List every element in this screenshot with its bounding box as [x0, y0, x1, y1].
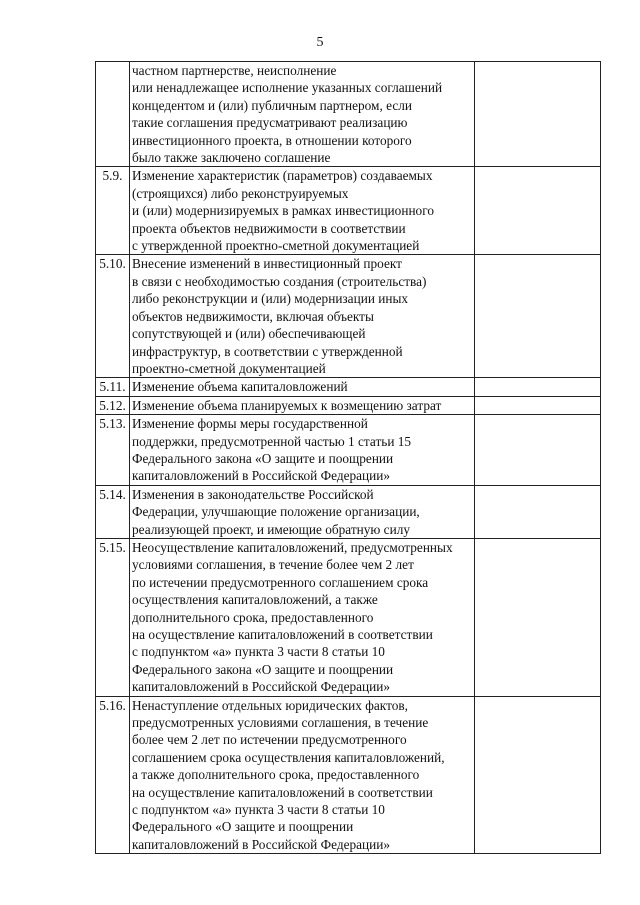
- row-number: 5.15.: [96, 538, 130, 696]
- description-line: Изменения в законодательстве Российской: [132, 486, 374, 502]
- description-line: или ненадлежащее исполнение указанных соглашений: [132, 80, 443, 96]
- row-description: [130, 378, 475, 396]
- table-row: [96, 396, 601, 414]
- description-line: капиталовложений в Российской Федерации»: [132, 836, 391, 852]
- table-row: [96, 378, 601, 396]
- row-description: [130, 485, 475, 538]
- description-line: а также дополнительного срока, предоставленного: [132, 767, 420, 783]
- description-line: в связи с необходимостью создания (строительства): [132, 273, 427, 289]
- description-line: условиями соглашения, в течение более чем 2 лет: [132, 557, 414, 573]
- table-row: [96, 255, 601, 378]
- table-row: [96, 415, 601, 486]
- conditions-table: [95, 61, 601, 854]
- description-line: проекта объектов недвижимости в соответствии: [132, 220, 406, 236]
- row-description: [130, 415, 475, 486]
- description-line: Федерального закона «О защите и поощрении: [132, 661, 394, 677]
- description-line: капиталовложений в Российской Федерации»: [132, 679, 391, 695]
- row-note: [475, 167, 601, 255]
- description-line: Изменение формы меры государственной: [132, 416, 368, 432]
- description-line: Федерального закона «О защите и поощрении: [132, 450, 394, 466]
- description-line: Неосуществление капиталовложений, предусмотренных: [132, 539, 453, 555]
- description-line: реализующей проект, и имеющие обратную силу: [132, 521, 410, 537]
- description-line: Изменение объема капиталовложений: [132, 379, 348, 395]
- row-note: [475, 378, 601, 396]
- row-number: 5.16.: [96, 696, 130, 854]
- description-line: частном партнерстве, неисполнение: [132, 63, 337, 78]
- row-note: [475, 415, 601, 486]
- description-line: инфраструктур, в соответствии с утвержденной: [132, 343, 403, 359]
- description-line: Ненаступление отдельных юридических фактов,: [132, 697, 408, 713]
- description-line: осуществления капиталовложений, а также: [132, 592, 378, 608]
- description-line: (строящихся) либо реконструируемых: [132, 185, 349, 201]
- description-line: инвестиционного проекта, в отношении которого: [132, 132, 412, 148]
- row-number: 5.14.: [96, 485, 130, 538]
- description-line: предусмотренных условиями соглашения, в течение: [132, 715, 429, 731]
- description-line: и (или) модернизируемых в рамках инвестиционного: [132, 203, 434, 219]
- description-line: объектов недвижимости, включая объекты: [132, 308, 374, 324]
- description-line: такие соглашения предусматривают реализацию: [132, 115, 408, 131]
- row-description: [130, 167, 475, 255]
- row-number: 5.12.: [96, 396, 130, 414]
- description-line: Федерального «О защите и поощрении: [132, 819, 354, 835]
- description-line: Изменение объема планируемых к возмещению затрат: [132, 397, 442, 413]
- table-row: [96, 62, 601, 167]
- row-note: [475, 696, 601, 854]
- description-line: концедентом и (или) публичным партнером, если: [132, 97, 412, 113]
- description-line: более чем 2 лет по истечении предусмотренного: [132, 732, 407, 748]
- table-row: [96, 696, 601, 854]
- row-note: [475, 485, 601, 538]
- row-number: [96, 62, 130, 167]
- description-line: либо реконструкции и (или) модернизации иных: [132, 291, 409, 307]
- row-note: [475, 538, 601, 696]
- description-line: сопутствующей и (или) обеспечивающей: [132, 326, 366, 342]
- description-line: Изменение характеристик (параметров) создаваемых: [132, 168, 433, 184]
- description-line: дополнительного срока, предоставленного: [132, 609, 374, 625]
- description-line: капиталовложений в Российской Федерации»: [132, 468, 391, 484]
- row-description: [130, 62, 475, 167]
- description-line: проектно-сметной документацией: [132, 360, 326, 376]
- row-note: [475, 62, 601, 167]
- description-line: на осуществление капиталовложений в соответствии: [132, 627, 433, 642]
- description-line: соглашением срока осуществления капиталовложений,: [132, 749, 445, 765]
- row-note: [475, 396, 601, 414]
- row-description: [130, 396, 475, 414]
- row-number: 5.10.: [96, 255, 130, 378]
- row-number: 5.9.: [96, 167, 130, 255]
- table-row: [96, 538, 601, 696]
- row-number: 5.13.: [96, 415, 130, 486]
- description-line: с подпунктом «а» пункта 3 части 8 статьи 10: [132, 644, 385, 660]
- row-number: 5.11.: [96, 378, 130, 396]
- description-line: было также заключено соглашение: [132, 150, 331, 166]
- row-description: [130, 255, 475, 378]
- table-row: [96, 485, 601, 538]
- row-note: [475, 255, 601, 378]
- description-line: на осуществление капиталовложений в соответствии: [132, 784, 433, 800]
- description-line: Внесение изменений в инвестиционный проект: [132, 256, 402, 272]
- description-line: с подпунктом «а» пункта 3 части 8 статьи 10: [132, 802, 385, 818]
- description-line: по истечении предусмотренного соглашением срока: [132, 574, 429, 590]
- description-line: Федерации, улучшающие положение организации,: [132, 504, 420, 520]
- description-line: поддержки, предусмотренной частью 1 статьи 15: [132, 433, 412, 449]
- row-description: [130, 696, 475, 854]
- page-number: 5: [316, 35, 324, 50]
- description-line: с утвержденной проектно-сметной документацией: [132, 238, 420, 254]
- table-row: [96, 167, 601, 255]
- row-description: [130, 538, 475, 696]
